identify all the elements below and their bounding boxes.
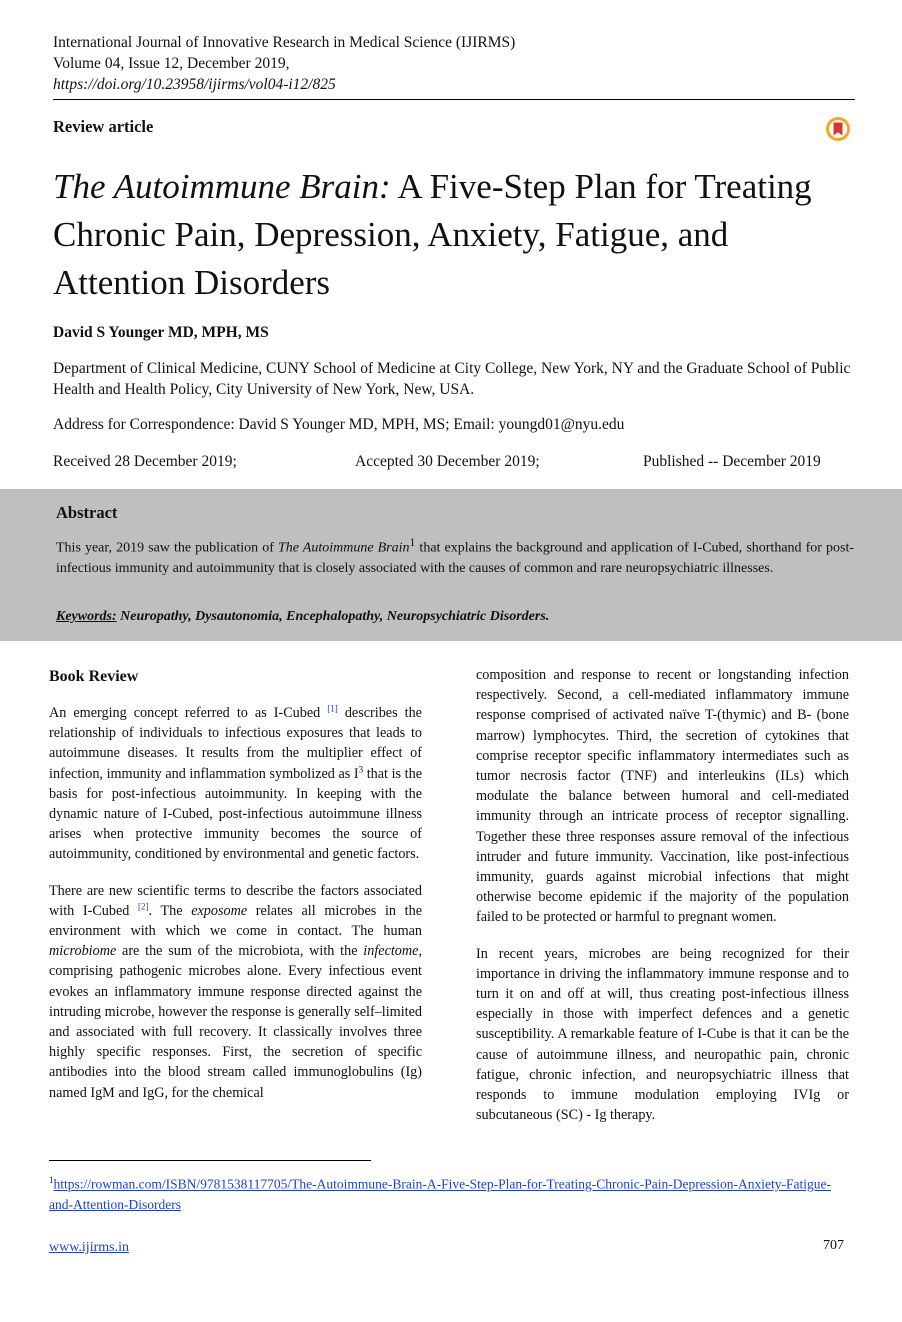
abstract-text xyxy=(56,533,854,579)
footnote-url-link[interactable]: https://rowman.com/ISBN/9781538117705/The-Autoimmune-Brain-A-Five-Step-Plan-for-Treating-Chronic-Pain-Depression-Anxiety-Fatigue-and-Attention-Disorders xyxy=(49,1176,831,1212)
citation-link[interactable]: [1] xyxy=(327,703,338,714)
paragraph-text: There are new scientific terms to describe the factors associated with I-Cubed xyxy=(49,882,422,919)
abstract-heading: Abstract xyxy=(56,503,118,522)
article-type: Review article xyxy=(53,117,154,136)
bookmark-badge-icon[interactable] xyxy=(825,116,851,142)
body-column-left xyxy=(49,667,422,1103)
title-rest: A Five-Step Plan for Treating Chronic Pain, Depression, Anxiety, Fatigue, and Attention Disorders xyxy=(53,167,812,302)
date-accepted: Accepted 30 December 2019; xyxy=(355,453,540,470)
page-number: 707 xyxy=(823,1238,844,1253)
article-title xyxy=(53,163,863,307)
keywords xyxy=(56,609,549,625)
footnote-divider xyxy=(49,1160,371,1161)
website-link[interactable]: www.ijirms.in xyxy=(49,1240,129,1255)
body-column-right xyxy=(476,665,849,1125)
footnote xyxy=(49,1170,849,1215)
paragraph-text: , comprising pathogenic microbes alone. Every infectious event evokes an inflammatory immune response directed against the intruding microbe, however the response is generally self–limited and associated with full recovery. It classically involves three highly specific responses. First, the secretion of specific antibodies into the blood stream called immunoglobulins (Ig) named IgM and IgG, for the chemical xyxy=(49,943,422,1101)
abstract-text-part: This year, 2019 saw the publication of xyxy=(56,540,278,556)
term-microbiome: microbiome xyxy=(49,943,117,960)
paragraph xyxy=(49,881,422,1103)
paragraph: composition and response to recent or longstanding infection respectively. Second, a cell-mediated inflammatory immune response comprised of activated naïve T-(thymic) and B- (bone marrow) lymphocytes. Third, the secretion of cytokines that comprise receptor specific inflammatory intermediates such as tumor necrosis factor (TNF) and interleukins (ILs) which modulate the balance between humoral and cell-mediated immunity through an intricate process of receptor signalling. Together these three responses assure removal of the infectious intruder and future immunity. Vaccination, like post-infectious immunity, guards against microbial infections that might otherwise become epidemic if the majority of the population failed to be protected or harmful to pregnant women. xyxy=(476,667,849,926)
abstract-book-name: The Autoimmune Brain xyxy=(277,540,410,556)
paragraph-text: that is the basis for post-infectious autoimmunity. In keeping with the dynamic nature of I-Cubed, post-infectious autoimmune illness arises when protective immunity becomes the source of autoimmunity, conditioned by environmental and genetic factors. xyxy=(49,765,422,863)
footnote-marker: 1 xyxy=(49,1175,54,1185)
term-infectome: infectome xyxy=(363,943,419,960)
journal-name: International Journal of Innovative Research in Medical Science (IJIRMS) xyxy=(53,34,516,51)
paragraph xyxy=(49,703,422,865)
paragraph-text: . The xyxy=(148,902,192,919)
paragraph-text: are the sum of the microbiota, with the xyxy=(116,943,364,960)
keywords-label: Keywords: xyxy=(56,609,117,624)
paragraph: In recent years, microbes are being recognized for their importance in driving the inflammatory immune response and to turn it on and off at will, thus creating post-infectious illness especially in those with imperfect defences and a genetic susceptibility. A remarkable feature of I-Cube is that it can be the cause of autoimmune illness, and neuropathic pain, chronic fatigue, chronic infection, and neuropsychiatric illness that responds to immune modulation employing IVIg or subcutaneous (SC) - Ig therapy. xyxy=(476,945,849,1124)
journal-volume: Volume 04, Issue 12, December 2019, xyxy=(53,55,290,72)
superscript: 3 xyxy=(358,763,364,774)
date-received: Received 28 December 2019; xyxy=(53,453,237,470)
doi-link[interactable]: https://doi.org/10.23958/ijirms/vol04-i12/825 xyxy=(53,76,336,93)
abstract-text-part: that explains the background and application of I-Cubed, shorthand for post-infectious immunity and autoimmunity that is closely associated with the causes of common and rare neuropsychiatric illnesses. xyxy=(56,540,854,576)
author-affiliation: Department of Clinical Medicine, CUNY School of Medicine at City College, New York, NY and the Graduate School of Public Health and Health Policy, City University of New York, New, USA. xyxy=(53,360,851,398)
paragraph-text: describes the relationship of individuals to infectious exposures that leads to autoimmune diseases. It results from the multiplier effect of infection, immunity and inflammation symbolized as I xyxy=(49,705,422,782)
author-name: David S Younger MD, MPH, MS xyxy=(53,324,269,341)
abstract-footnote-marker[interactable]: 1 xyxy=(409,536,416,549)
header-divider xyxy=(53,99,855,100)
keywords-list: Neuropathy, Dysautonomia, Encephalopathy, Neuropsychiatric Disorders. xyxy=(116,609,550,624)
date-published: Published -- December 2019 xyxy=(643,453,821,470)
section-heading: Book Review xyxy=(49,668,139,685)
correspondence-address: Address for Correspondence: David S Younger MD, MPH, MS; Email: youngd01@nyu.edu xyxy=(53,416,625,433)
paragraph-text: relates all microbes in the environment with which we come in contact. The human xyxy=(49,902,423,940)
paragraph-text: An emerging concept referred to as I-Cubed xyxy=(49,705,328,721)
citation-link[interactable]: [2] xyxy=(138,901,149,912)
term-exposome: exposome xyxy=(191,902,248,919)
journal-header xyxy=(53,32,515,95)
title-book-name: The Autoimmune Brain: xyxy=(53,167,391,206)
